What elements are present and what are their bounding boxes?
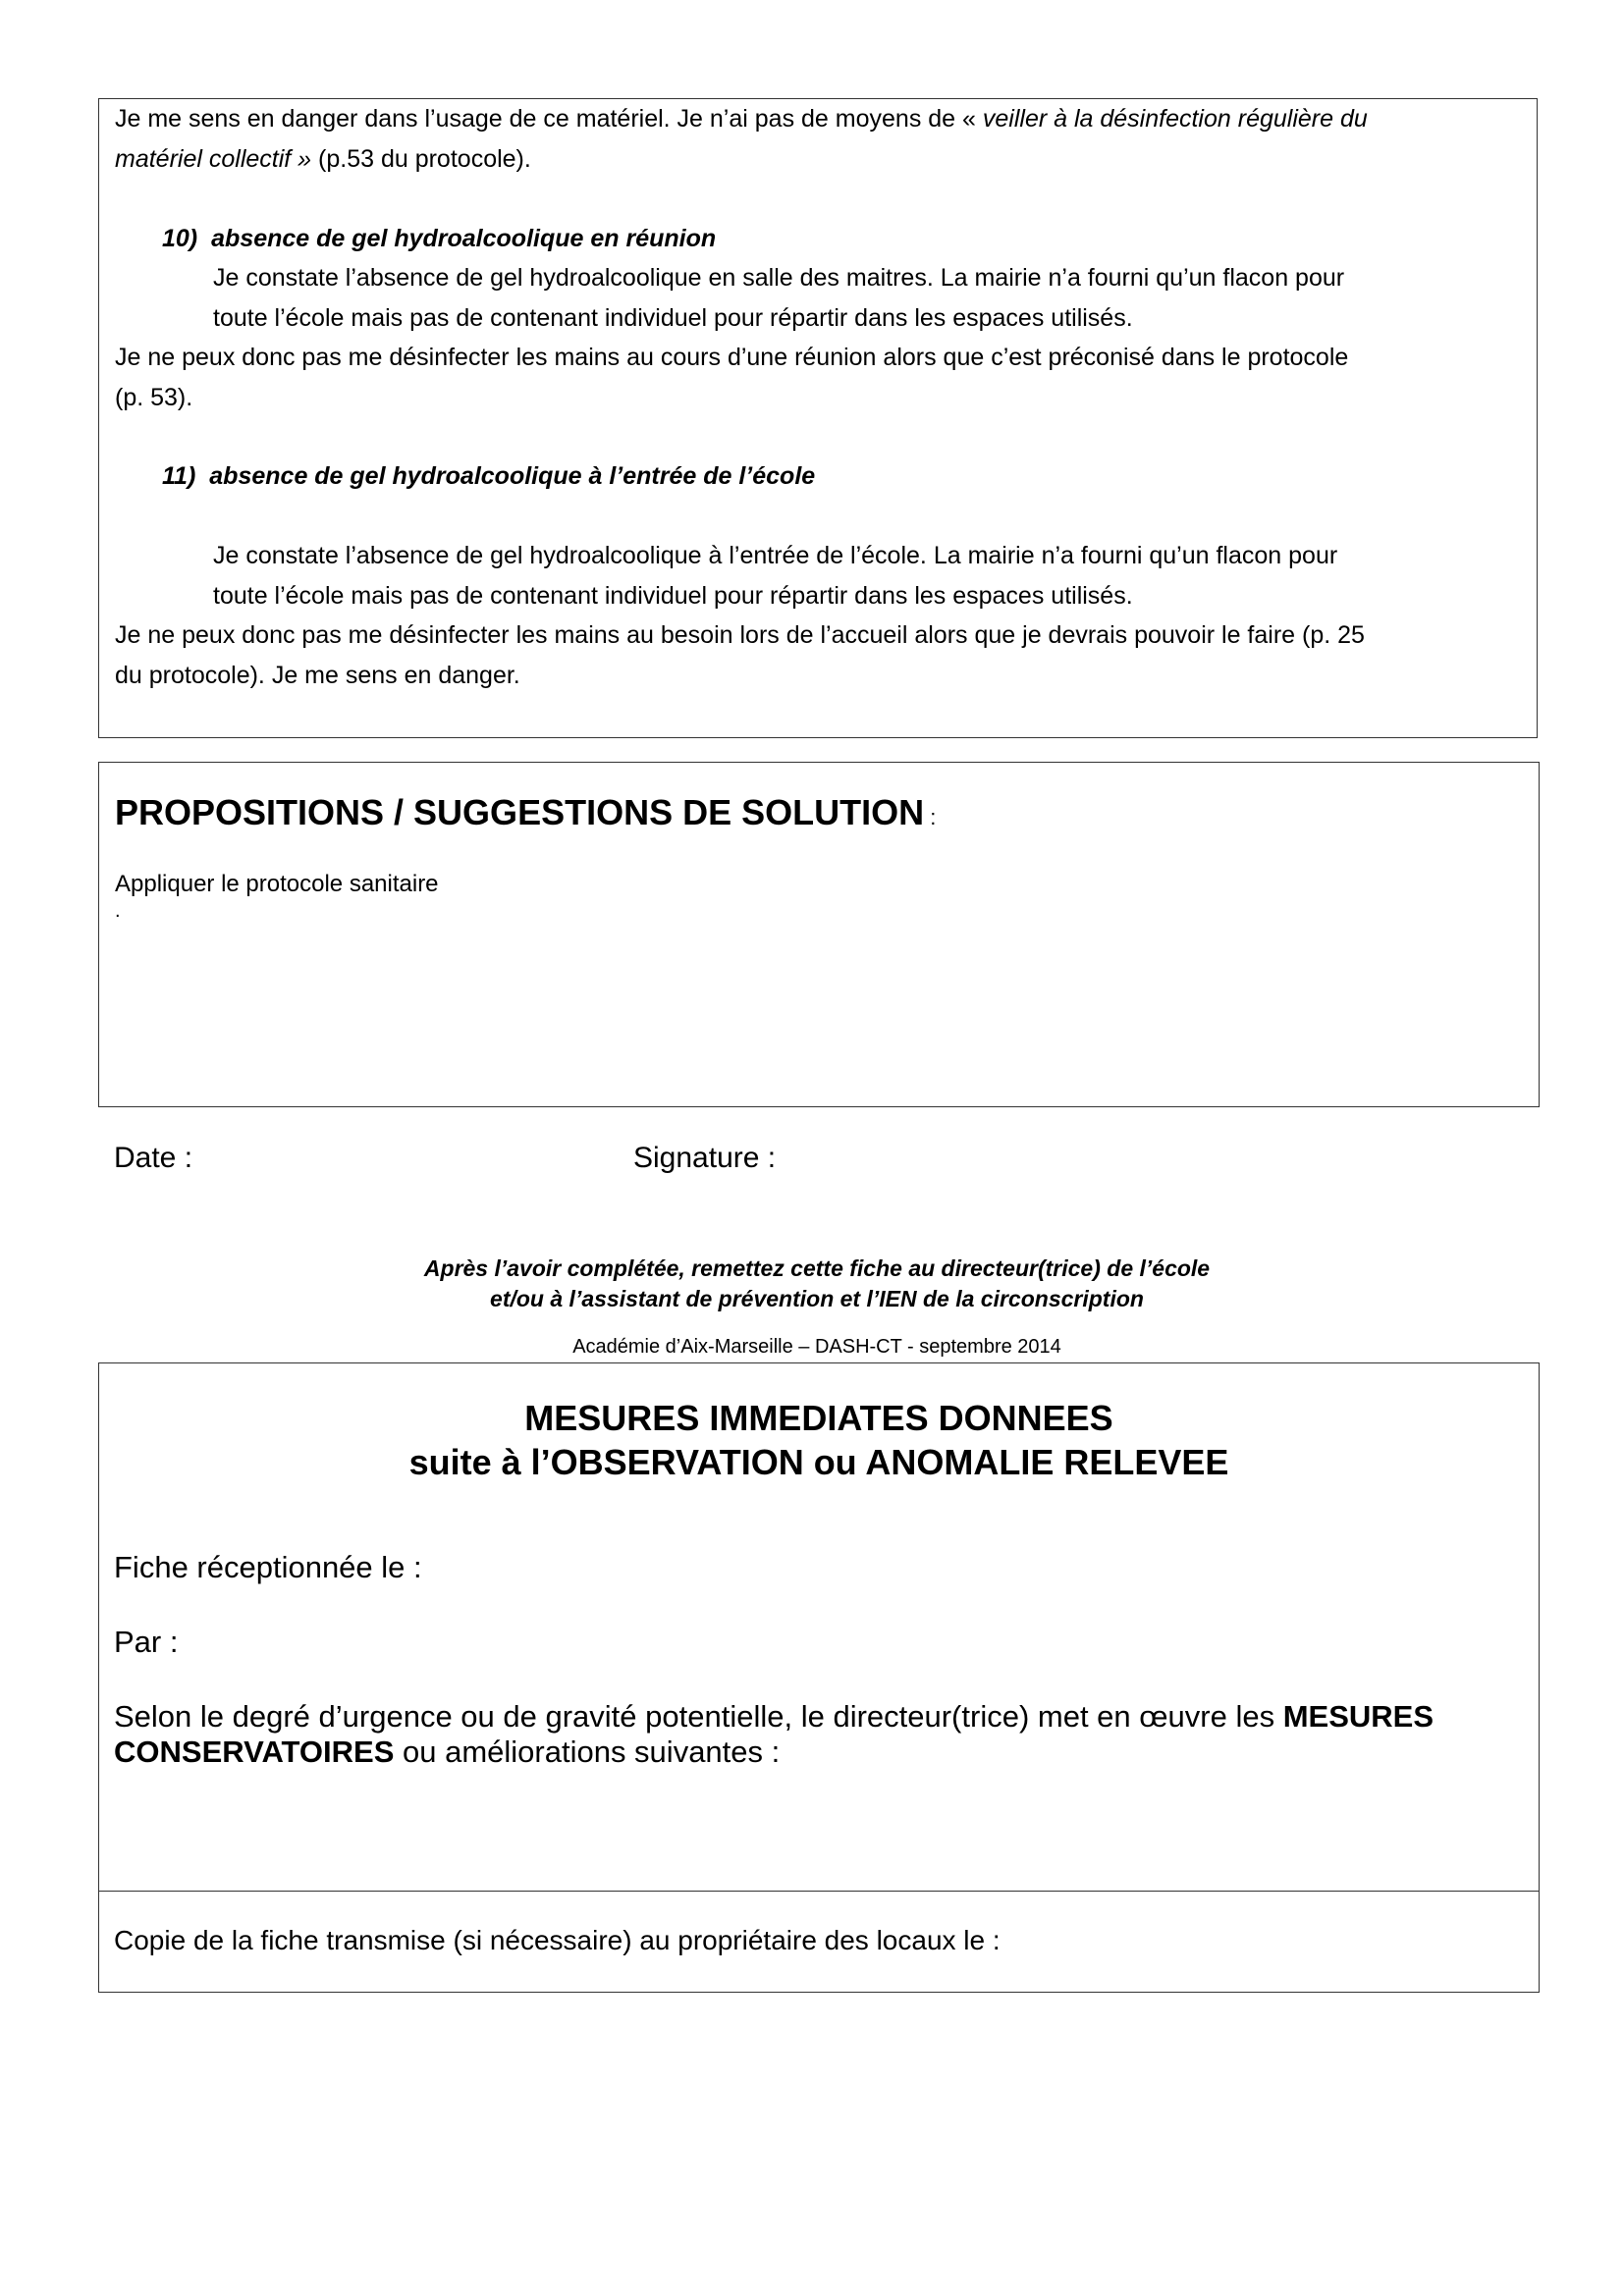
instruction-line-2: et/ou à l’assistant de prévention et l’IEN de la circonscription [490,1286,1144,1311]
item-10-line-2: toute l’école mais pas de contenant individuel pour répartir dans les espaces utilisés. [213,304,1133,332]
received-label: Fiche réceptionnée le : [114,1550,422,1584]
item-10-line-3: Je ne peux donc pas me désinfecter les mains au cours d’une réunion alors que c’est préconisé dans le protocole [115,344,1349,371]
propositions-heading: PROPOSITIONS / SUGGESTIONS DE SOLUTION : [115,792,937,832]
copie-box [98,1891,1540,1993]
item-10-heading: 10) absence de gel hydroalcoolique en réunion [162,225,717,252]
item-11-line-4: du protocole). Je me sens en danger. [115,662,520,689]
item-10-line-4: (p. 53). [115,384,193,411]
observations-box [98,98,1538,738]
intro-line-1: Je me sens en danger dans l’usage de ce matériel. Je n’ai pas de moyens de « veiller à la désinfection régulière du [115,105,1368,133]
item-11-line-3: Je ne peux donc pas me désinfecter les mains au besoin lors de l’accueil alors que je devrais pouvoir le faire (p. 25 [115,621,1365,649]
par-label: Par : [114,1625,179,1659]
mesures-title-line-1: MESURES IMMEDIATES DONNEES [524,1398,1113,1438]
signature-label: Signature : [633,1142,777,1174]
item-10-line-1: Je constate l’absence de gel hydroalcoolique en salle des maitres. La mairie n’a fourni qu’un flacon pour [213,264,1345,292]
selon-line-1: Selon le degré d’urgence ou de gravité potentielle, le directeur(trice) met en œuvre les MESURES [114,1699,1434,1734]
mesures-box [98,1362,1540,1896]
copie-label: Copie de la fiche transmise (si nécessaire) au propriétaire des locaux le : [114,1925,1001,1955]
propositions-dot: . [115,900,121,922]
instruction-line-1: Après l’avoir complétée, remettez cette fiche au directeur(trice) de l’école [423,1255,1211,1281]
mesures-title-line-2: suite à l’OBSERVATION ou ANOMALIE RELEVEE [408,1442,1229,1482]
item-11-line-1: Je constate l’absence de gel hydroalcoolique à l’entrée de l’école. La mairie n’a fourni qu’un flacon pour [213,542,1338,569]
selon-line-2: CONSERVATOIRES ou améliorations suivantes : [114,1735,781,1769]
footer-credit: Académie d’Aix-Marseille – DASH-CT - septembre 2014 [572,1336,1061,1358]
intro-line-2: matériel collectif » (p.53 du protocole). [115,145,531,173]
propositions-box [98,762,1540,1107]
propositions-text: Appliquer le protocole sanitaire [115,871,439,897]
date-label: Date : [114,1142,193,1174]
item-11-line-2: toute l’école mais pas de contenant individuel pour répartir dans les espaces utilisés. [213,582,1133,610]
item-11-heading: 11) absence de gel hydroalcoolique à l’entrée de l’école [162,462,816,490]
